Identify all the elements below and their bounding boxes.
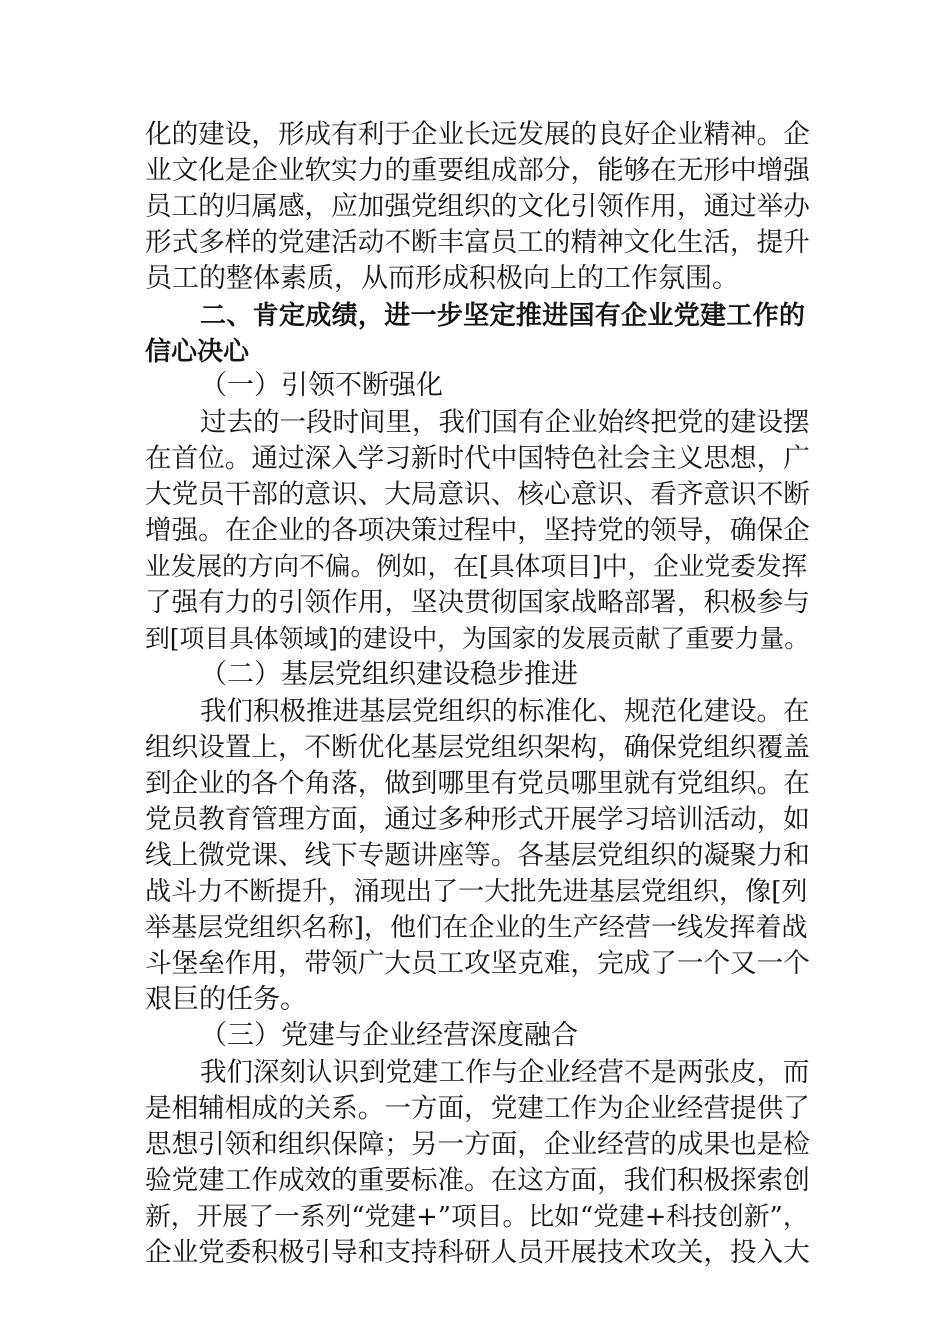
subsection-heading: （二）基层党组织建设稳步推进: [200, 659, 578, 690]
paragraph-line: 艰巨的任务。: [145, 984, 307, 1015]
paragraph-line: 企业党委积极引导和支持科研人员开展技术攻关，投入大: [145, 1237, 810, 1268]
paragraph-line: 员工的归属感，应加强党组织的文化引领作用，通过举办: [145, 191, 810, 222]
paragraph-line: 战斗力不断提升，涌现出了一大批先进基层党组织，像[列: [145, 877, 808, 907]
paragraph-line: 线上微党课、线下专题讲座等。各基层党组织的凝聚力和: [145, 840, 810, 871]
paragraph-line: 党员教育管理方面，通过多种形式开展学习培训活动，如: [145, 804, 810, 835]
section-heading: 二、肯定成绩，进一步坚定推进国有企业党建工作的: [200, 301, 805, 331]
paragraph-line: 我们深刻认识到党建工作与企业经营不是两张皮，而: [200, 1057, 810, 1088]
paragraph-line: 思想引领和组织保障；另一方面，企业经营的成果也是检: [145, 1129, 810, 1160]
paragraph-line: 验党建工作成效的重要标准。在这方面，我们积极探索创: [145, 1165, 810, 1196]
paragraph-line: 形式多样的党建活动不断丰富员工的精神文化生活，提升: [145, 227, 810, 258]
paragraph-line: 业文化是企业软实力的重要组成部分，能够在无形中增强: [145, 155, 810, 186]
paragraph-line: 举基层党组织名称]，他们在企业的生产经营一线发挥着战: [145, 913, 808, 943]
paragraph-line: 我们积极推进基层党组织的标准化、规范化建设。在: [200, 696, 810, 727]
paragraph-line: 到[项目具体领域]的建设中，为国家的发展贡献了重要力量。: [145, 624, 810, 653]
paragraph-line: 新，开展了一系列“党建+”项目。比如“党建+科技创新”，: [145, 1202, 809, 1232]
paragraph-line: 斗堡垒作用，带领广大员工攻坚克难，完成了一个又一个: [145, 948, 810, 979]
paragraph-line: 大党员干部的意识、大局意识、核心意识、看齐意识不断: [145, 479, 810, 510]
paragraph-line: 组织设置上，不断优化基层党组织架构，确保党组织覆盖: [145, 732, 810, 763]
section-heading: 信心决心: [145, 337, 250, 367]
subsection-heading: （三）党建与企业经营深度融合: [200, 1020, 578, 1051]
paragraph-line: 员工的整体素质，从而形成积极向上的工作氛围。: [145, 263, 739, 294]
paragraph-line: 在首位。通过深入学习新时代中国特色社会主义思想，广: [145, 443, 810, 474]
paragraph-line: 增强。在企业的各项决策过程中，坚持党的领导，确保企: [145, 515, 810, 546]
paragraph-line: 了强有力的引领作用，坚决贯彻国家战略部署，积极参与: [145, 587, 810, 618]
subsection-heading: （一）引领不断强化: [200, 370, 443, 401]
paragraph-line: 化的建设，形成有利于企业长远发展的良好企业精神。企: [145, 119, 810, 150]
paragraph-line: 业发展的方向不偏。例如，在[具体项目]中，企业党委发挥: [145, 552, 808, 582]
paragraph-line: 过去的一段时间里，我们国有企业始终把党的建设摆: [200, 407, 810, 438]
paragraph-line: 到企业的各个角落，做到哪里有党员哪里就有党组织。在: [145, 768, 810, 799]
paragraph-line: 是相辅相成的关系。一方面，党建工作为企业经营提供了: [145, 1093, 810, 1124]
